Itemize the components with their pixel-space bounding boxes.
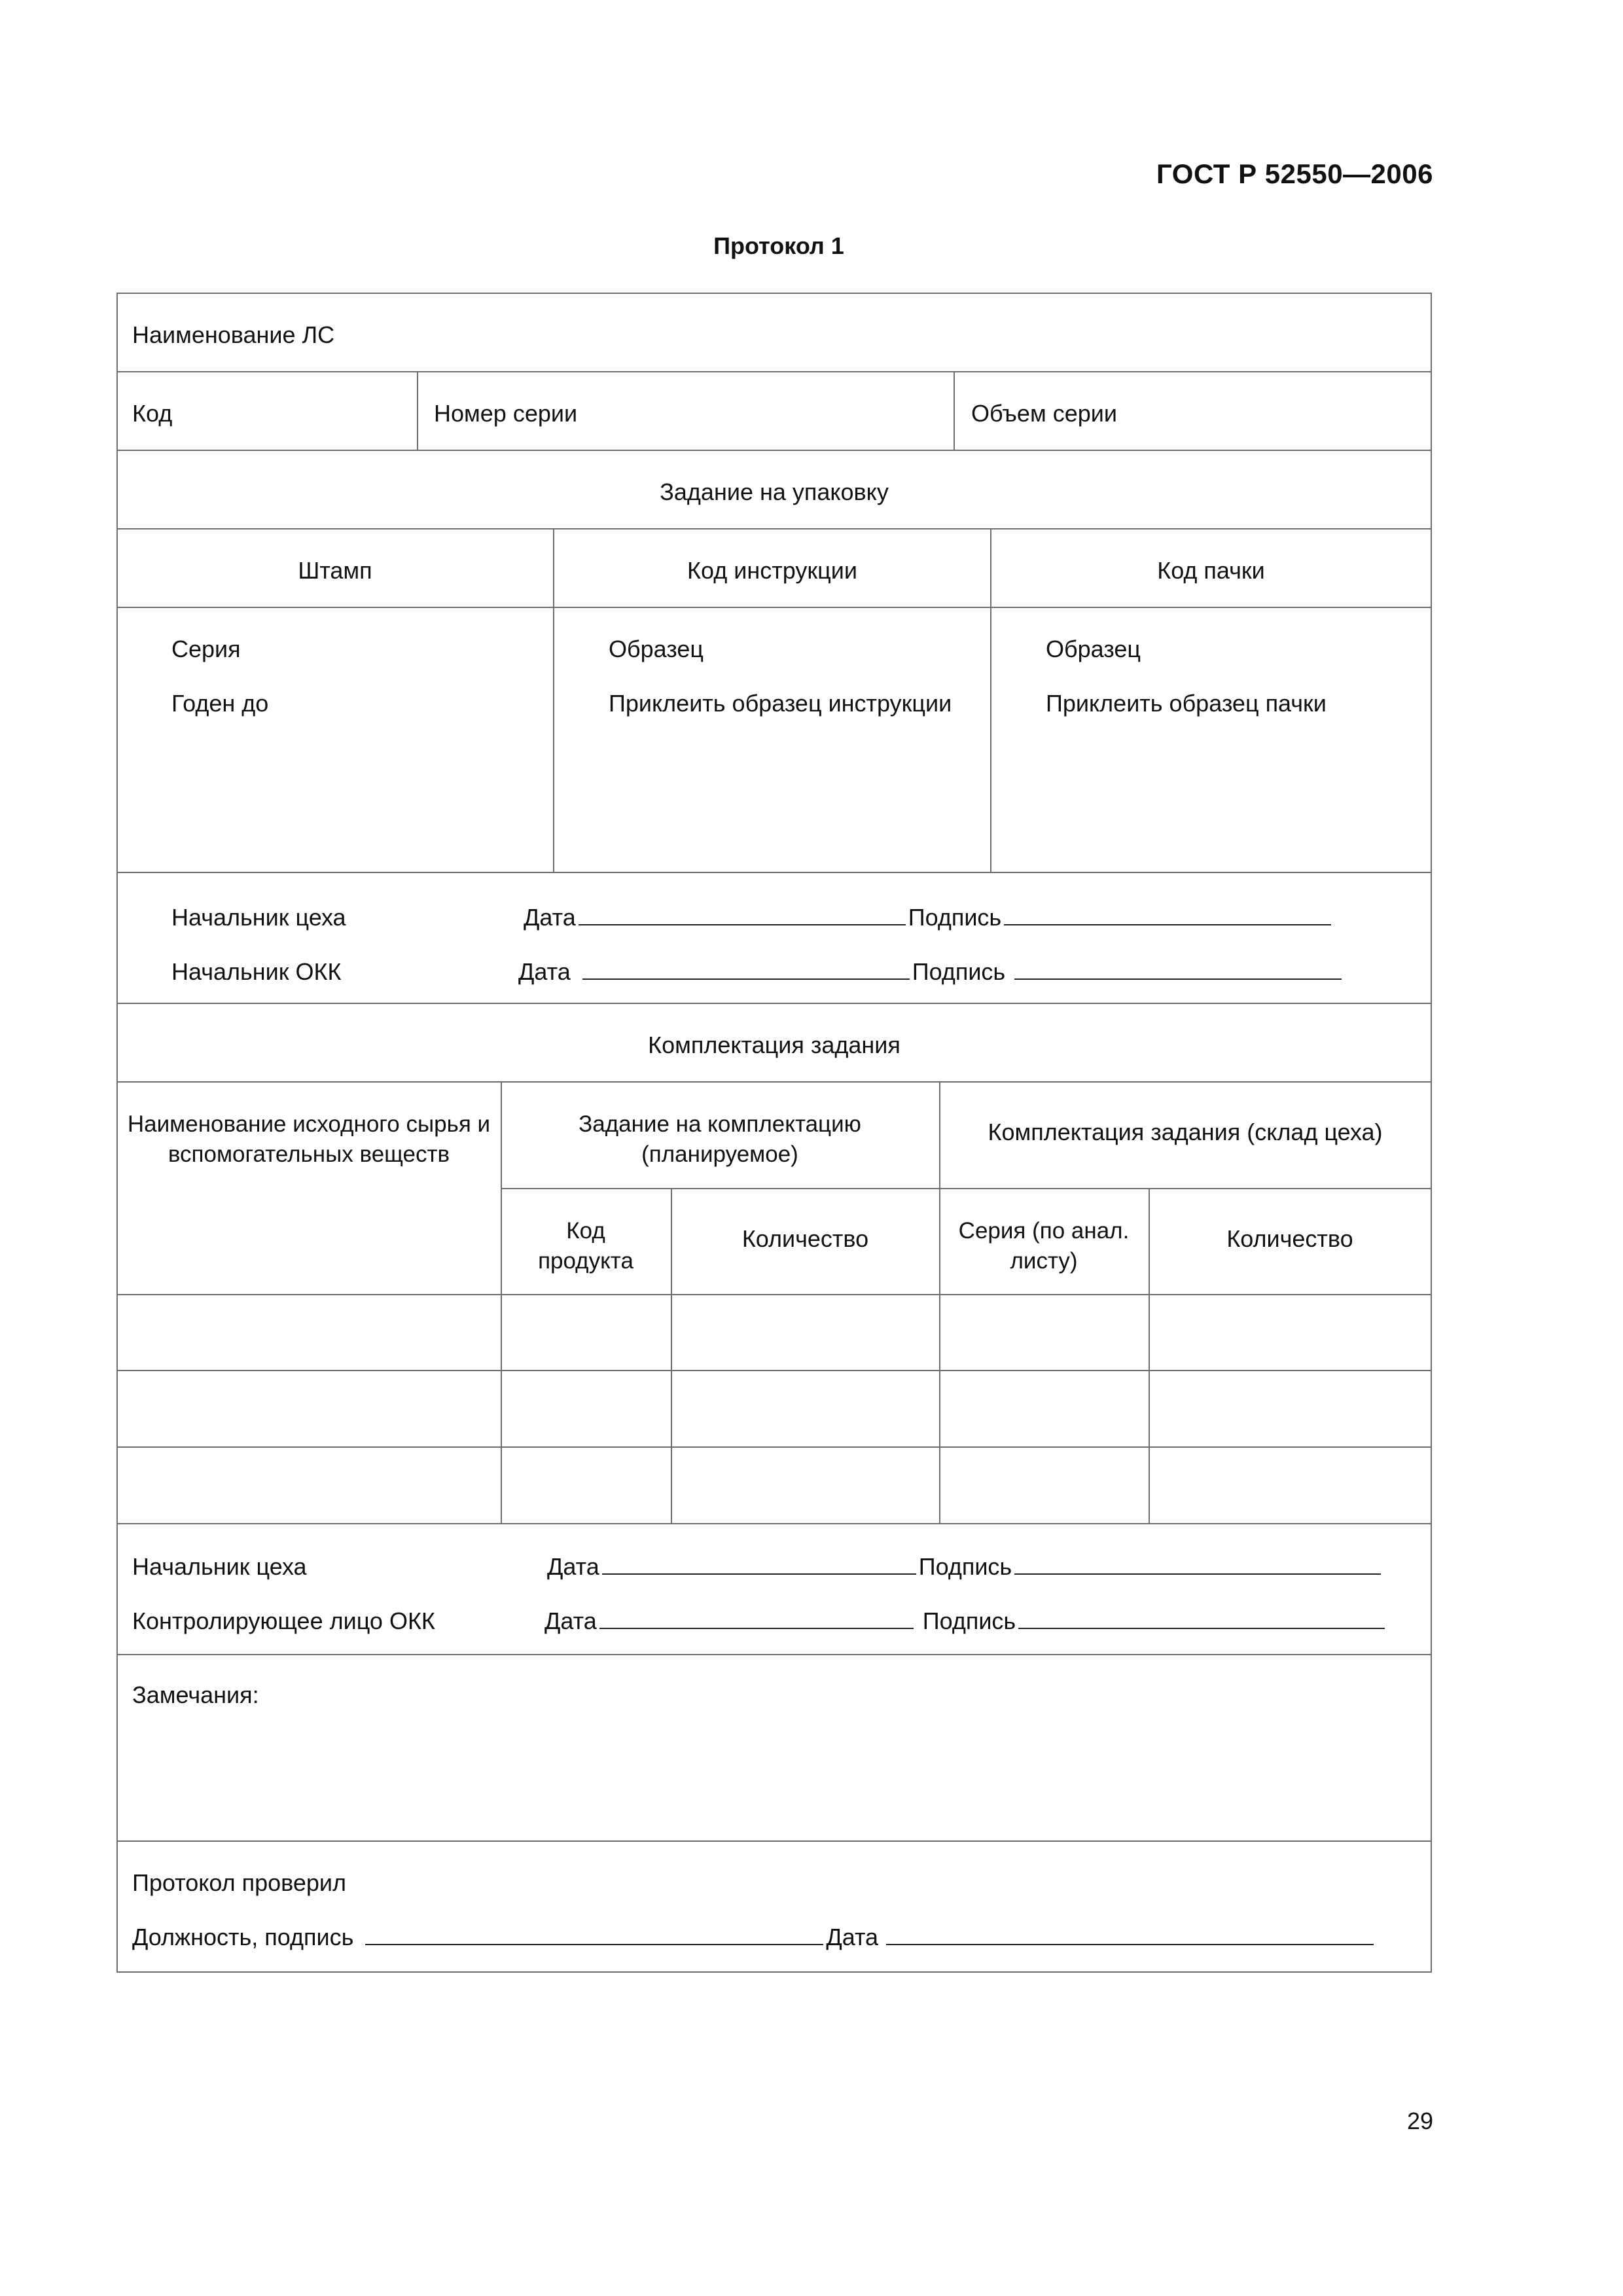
pack-code-header: Код пачки — [1157, 557, 1265, 584]
signature-line[interactable] — [1004, 924, 1331, 925]
date-label: Дата — [518, 958, 571, 985]
instruction-code-header: Код инструкции — [687, 557, 857, 584]
signature-label: Подпись — [908, 904, 1002, 931]
drug-name-label: Наименование ЛС — [132, 321, 335, 348]
position-signature-line[interactable] — [132, 1923, 1376, 1951]
date-line[interactable] — [579, 924, 906, 925]
signature-line[interactable] — [1014, 978, 1342, 980]
stamp-column-header: Штамп — [298, 557, 372, 584]
head-qc-label: Начальник ОКК — [171, 958, 342, 985]
remarks-label: Замечания: — [132, 1681, 259, 1708]
instruction-attach-label: Приклеить образец инструкции — [609, 690, 952, 717]
series-number-label: Номер серии — [434, 400, 578, 427]
planned-kit-header: Задание на комплектацию (планируемое) — [579, 1111, 861, 1167]
date-line[interactable] — [602, 1573, 916, 1575]
signature-line-4[interactable] — [544, 1607, 1387, 1635]
stamp-expiry-label: Годен до — [171, 690, 269, 717]
raw-materials-header: Наименование исходного сырья и вспомогательных веществ — [127, 1111, 491, 1167]
page-number: 29 — [1406, 2108, 1433, 2134]
signature-line-1[interactable] — [524, 903, 1334, 931]
signature-line-3[interactable] — [547, 1552, 1383, 1581]
table-row[interactable] — [118, 1371, 500, 1446]
signature-line[interactable] — [1014, 1573, 1381, 1575]
head-workshop-label: Начальник цеха — [171, 904, 346, 931]
signature-line[interactable] — [1018, 1627, 1385, 1629]
date-line[interactable] — [599, 1627, 914, 1629]
warehouse-kit-header: Комплектация задания (склад цеха) — [988, 1119, 1383, 1145]
protocol-title: Протокол 1 — [713, 232, 844, 259]
position-signature-label: Должность, подпись — [132, 1924, 354, 1950]
head-workshop-label-2: Начальник цеха — [132, 1553, 307, 1580]
signature-label: Подпись — [922, 1607, 1016, 1634]
instruction-sample-label: Образец — [609, 636, 704, 662]
signature-line-2[interactable] — [518, 958, 1344, 986]
signature-label: Подпись — [912, 958, 1006, 985]
series-volume-label: Объем серии — [971, 400, 1117, 427]
table-row[interactable] — [118, 1448, 500, 1522]
pack-attach-label: Приклеить образец пачки — [1046, 690, 1327, 717]
signature-label: Подпись — [918, 1553, 1012, 1580]
qc-controller-label: Контролирующее лицо ОКК — [132, 1607, 435, 1634]
position-signature-underline[interactable] — [365, 1943, 823, 1945]
date-label: Дата — [547, 1553, 599, 1580]
quantity-plan-header: Количество — [741, 1225, 869, 1252]
code-label: Код — [132, 400, 173, 427]
date-label: Дата — [524, 904, 576, 931]
kit-heading: Комплектация задания — [648, 1031, 901, 1058]
checked-by-label: Протокол проверил — [132, 1869, 347, 1896]
document-code: ГОСТ Р 52550—2006 — [1156, 158, 1433, 189]
date-line[interactable] — [886, 1943, 1374, 1945]
quantity-fact-header: Количество — [1226, 1225, 1353, 1252]
product-code-header: Код продукта — [538, 1218, 633, 1274]
table-row[interactable] — [118, 1295, 500, 1369]
stamp-series-label: Серия — [171, 636, 241, 662]
packing-task-heading: Задание на упаковку — [660, 478, 889, 505]
date-line[interactable] — [582, 978, 910, 980]
date-label: Дата — [544, 1607, 597, 1634]
series-header: Серия (по анал. листу) — [958, 1218, 1130, 1274]
date-label: Дата — [826, 1924, 879, 1950]
pack-sample-label: Образец — [1046, 636, 1141, 662]
